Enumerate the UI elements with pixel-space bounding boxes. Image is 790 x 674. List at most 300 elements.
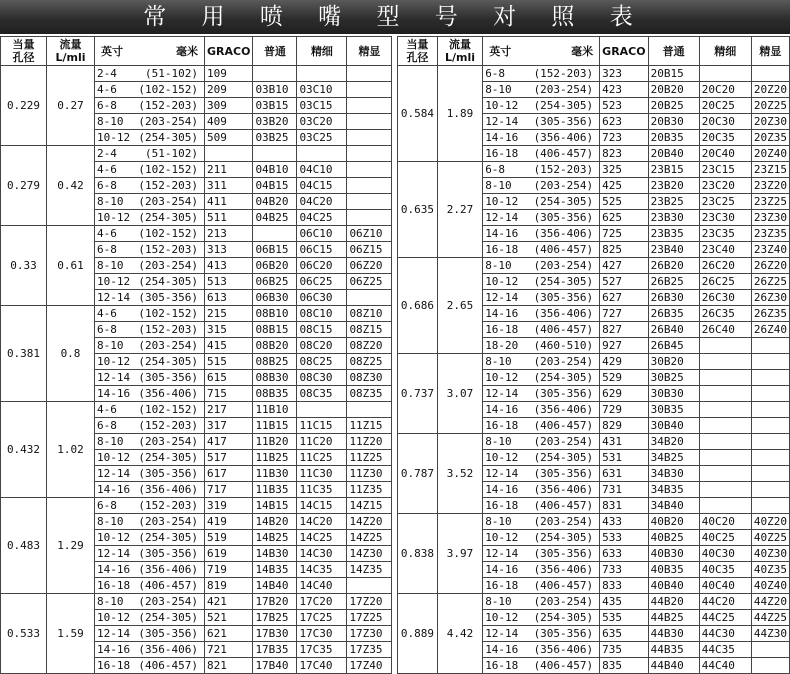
mm-range: (51-102): [145, 66, 198, 80]
inch-range: 8-10: [97, 514, 124, 528]
mm-range: (305-356): [533, 466, 594, 480]
size-cell: [95, 402, 205, 418]
mm-range: (102-152): [138, 226, 198, 240]
graco-cell: 213: [205, 226, 253, 242]
precise-cell: 06Z15: [347, 242, 392, 258]
graco-cell: 317: [205, 418, 253, 434]
table-row: [398, 258, 790, 274]
size-cell: [483, 82, 600, 98]
fine-cell: 20C40: [699, 146, 751, 162]
mm-range: (305-356): [533, 546, 594, 560]
orifice-cell: 0.838: [398, 514, 438, 594]
inch-range: 10-12: [485, 530, 519, 544]
precise-cell: 23Z35: [751, 226, 789, 242]
normal-cell: 14B15: [253, 498, 297, 514]
inch-range: 10-12: [485, 98, 519, 112]
graco-cell: 823: [600, 146, 648, 162]
mm-range: (152-203): [138, 178, 198, 192]
size-cell: [483, 578, 600, 594]
graco-cell: 927: [600, 338, 648, 354]
size-cell: [483, 66, 600, 82]
normal-cell: 17B40: [253, 658, 297, 674]
mm-range: (254-305): [138, 354, 198, 368]
graco-cell: 835: [600, 658, 648, 674]
inch-range: 10-12: [485, 194, 519, 208]
inch-range: 2-4: [97, 66, 117, 80]
graco-cell: 521: [205, 610, 253, 626]
size-cell: [483, 130, 600, 146]
precise-cell: 40Z40: [751, 578, 789, 594]
header-size: [95, 37, 205, 66]
graco-cell: 529: [600, 370, 648, 386]
mm-range: (406-457): [533, 658, 594, 672]
fine-cell: [699, 338, 751, 354]
fine-cell: 08C30: [297, 370, 347, 386]
size-cell: [95, 98, 205, 114]
graco-cell: 721: [205, 642, 253, 658]
header-normal: 普通: [253, 37, 297, 66]
fine-cell: [699, 66, 751, 82]
mm-range: (152-203): [533, 66, 594, 80]
inch-range: 12-14: [485, 210, 519, 224]
fine-cell: [699, 450, 751, 466]
precise-cell: 23Z25: [751, 194, 789, 210]
mm-range: (254-305): [533, 194, 594, 208]
fine-cell: 40C20: [699, 514, 751, 530]
mm-range: (305-356): [533, 210, 594, 224]
mm-range: (152-203): [138, 98, 198, 112]
fine-cell: 08C15: [297, 322, 347, 338]
fine-cell: 11C30: [297, 466, 347, 482]
fine-cell: 17C20: [297, 594, 347, 610]
inch-range: 6-8: [485, 66, 506, 80]
inch-range: 4-6: [97, 162, 117, 176]
mm-range: (152-203): [138, 418, 198, 432]
inch-range: 8-10: [485, 82, 512, 96]
size-cell: [95, 290, 205, 306]
inch-range: 14-16: [485, 562, 519, 576]
table-row: [1, 594, 392, 610]
size-cell: [95, 514, 205, 530]
header-flow: 流量 L/mli: [47, 37, 95, 66]
graco-cell: 629: [600, 386, 648, 402]
size-cell: [95, 210, 205, 226]
header-orifice: 当量 孔径: [398, 37, 438, 66]
normal-cell: 08B30: [253, 370, 297, 386]
fine-cell: 08C25: [297, 354, 347, 370]
size-cell: [95, 578, 205, 594]
inch-range: 14-16: [97, 642, 131, 656]
precise-cell: 44Z20: [751, 594, 789, 610]
fine-cell: 04C15: [297, 178, 347, 194]
fine-cell: 20C30: [699, 114, 751, 130]
graco-cell: 217: [205, 402, 253, 418]
fine-cell: [699, 434, 751, 450]
inch-range: 10-12: [485, 370, 519, 384]
inch-range: 10-12: [97, 530, 131, 544]
inch-range: 14-16: [97, 562, 131, 576]
fine-cell: 06C25: [297, 274, 347, 290]
precise-cell: 20Z35: [751, 130, 789, 146]
graco-cell: 831: [600, 498, 648, 514]
size-cell: [483, 450, 600, 466]
size-cell: [483, 594, 600, 610]
graco-cell: 409: [205, 114, 253, 130]
flow-cell: 3.52: [437, 434, 482, 514]
table-row: [1, 146, 392, 162]
inch-range: 14-16: [485, 226, 519, 240]
fine-cell: 11C25: [297, 450, 347, 466]
mm-range: (254-305): [533, 530, 594, 544]
table-row: [398, 514, 790, 530]
orifice-cell: 0.229: [1, 66, 47, 146]
mm-range: (356-406): [533, 562, 594, 576]
mm-range: (254-305): [533, 610, 594, 624]
graco-cell: 625: [600, 210, 648, 226]
graco-cell: 411: [205, 194, 253, 210]
inch-range: 4-6: [97, 82, 117, 96]
mm-range: (203-254): [533, 354, 594, 368]
header-orifice: 当量 孔径: [1, 37, 47, 66]
graco-cell: 425: [600, 178, 648, 194]
mm-range: (102-152): [138, 402, 198, 416]
inch-range: 10-12: [485, 274, 519, 288]
fine-cell: [699, 386, 751, 402]
normal-cell: 06B30: [253, 290, 297, 306]
flow-cell: 1.89: [437, 66, 482, 162]
fine-cell: 23C25: [699, 194, 751, 210]
graco-cell: 433: [600, 514, 648, 530]
fine-cell: 11C15: [297, 418, 347, 434]
mm-range: (305-356): [138, 466, 198, 480]
fine-cell: 23C30: [699, 210, 751, 226]
normal-cell: 44B20: [648, 594, 699, 610]
mm-range: (203-254): [533, 514, 594, 528]
precise-cell: [751, 482, 789, 498]
precise-cell: 23Z40: [751, 242, 789, 258]
mm-range: (254-305): [138, 610, 198, 624]
graco-cell: 729: [600, 402, 648, 418]
fine-cell: 17C40: [297, 658, 347, 674]
precise-cell: [347, 178, 392, 194]
table-row: [398, 354, 790, 370]
inch-range: 14-16: [485, 482, 519, 496]
fine-cell: 17C35: [297, 642, 347, 658]
size-cell: [95, 546, 205, 562]
size-cell: [483, 322, 600, 338]
table-row: [1, 66, 392, 82]
size-cell: [95, 370, 205, 386]
normal-cell: 34B30: [648, 466, 699, 482]
size-cell: [483, 530, 600, 546]
mm-range: (203-254): [138, 194, 198, 208]
normal-cell: 34B35: [648, 482, 699, 498]
size-cell: [95, 242, 205, 258]
normal-cell: 40B30: [648, 546, 699, 562]
normal-cell: 06B15: [253, 242, 297, 258]
inch-range: 8-10: [97, 114, 124, 128]
inch-range: 8-10: [485, 178, 512, 192]
size-cell: [95, 466, 205, 482]
mm-range: (356-406): [533, 642, 594, 656]
orifice-cell: 0.432: [1, 402, 47, 498]
mm-range: (102-152): [138, 306, 198, 320]
inch-range: 6-8: [97, 242, 117, 256]
normal-cell: [253, 66, 297, 82]
precise-cell: 23Z30: [751, 210, 789, 226]
inch-range: 14-16: [485, 130, 519, 144]
precise-cell: [751, 402, 789, 418]
normal-cell: 17B25: [253, 610, 297, 626]
size-cell: [483, 386, 600, 402]
mm-range: (203-254): [533, 82, 594, 96]
mm-range: (254-305): [533, 450, 594, 464]
fine-cell: 20C35: [699, 130, 751, 146]
inch-range: 6-8: [97, 322, 117, 336]
header-flow: 流量 L/mli: [437, 37, 482, 66]
graco-cell: 517: [205, 450, 253, 466]
fine-cell: 08C10: [297, 306, 347, 322]
left-nozzle-table: [0, 36, 392, 674]
mm-range: (406-457): [533, 242, 594, 256]
normal-cell: 08B10: [253, 306, 297, 322]
size-cell: [483, 194, 600, 210]
size-cell: [483, 338, 600, 354]
normal-cell: 04B20: [253, 194, 297, 210]
inch-range: 6-8: [97, 498, 117, 512]
size-cell: [483, 242, 600, 258]
precise-cell: 40Z20: [751, 514, 789, 530]
fine-cell: 14C30: [297, 546, 347, 562]
fine-cell: 04C25: [297, 210, 347, 226]
right-nozzle-table: [397, 36, 790, 674]
normal-cell: 44B30: [648, 626, 699, 642]
fine-cell: [699, 482, 751, 498]
inch-range: 16-18: [485, 242, 519, 256]
graco-cell: 623: [600, 114, 648, 130]
header-inch: 英寸: [489, 44, 512, 58]
precise-cell: [347, 194, 392, 210]
precise-cell: 08Z10: [347, 306, 392, 322]
precise-cell: [347, 146, 392, 162]
fine-cell: 40C40: [699, 578, 751, 594]
inch-range: 4-6: [97, 226, 117, 240]
mm-range: (254-305): [138, 450, 198, 464]
precise-cell: [751, 370, 789, 386]
graco-cell: 627: [600, 290, 648, 306]
size-cell: [483, 258, 600, 274]
size-cell: [95, 450, 205, 466]
fine-cell: 26C40: [699, 322, 751, 338]
normal-cell: 14B40: [253, 578, 297, 594]
inch-range: 8-10: [485, 354, 512, 368]
size-cell: [95, 274, 205, 290]
normal-cell: 11B10: [253, 402, 297, 418]
mm-range: (102-152): [138, 162, 198, 176]
inch-range: 6-8: [97, 418, 117, 432]
fine-cell: 11C35: [297, 482, 347, 498]
size-cell: [95, 642, 205, 658]
table-row: [1, 306, 392, 322]
precise-cell: [347, 402, 392, 418]
normal-cell: 17B20: [253, 594, 297, 610]
size-cell: [95, 610, 205, 626]
inch-range: 8-10: [97, 258, 124, 272]
mm-range: (356-406): [533, 402, 594, 416]
size-cell: [95, 306, 205, 322]
size-cell: [483, 466, 600, 482]
header-inch: 英寸: [101, 44, 123, 58]
precise-cell: 20Z25: [751, 98, 789, 114]
mm-range: (356-406): [533, 482, 594, 496]
graco-cell: 435: [600, 594, 648, 610]
mm-range: (460-510): [533, 338, 594, 352]
graco-cell: 313: [205, 242, 253, 258]
precise-cell: 26Z20: [751, 258, 789, 274]
inch-range: 10-12: [97, 274, 131, 288]
mm-range: (356-406): [533, 226, 594, 240]
precise-cell: 23Z15: [751, 162, 789, 178]
graco-cell: 821: [205, 658, 253, 674]
graco-cell: 211: [205, 162, 253, 178]
fine-cell: 40C30: [699, 546, 751, 562]
normal-cell: 11B15: [253, 418, 297, 434]
precise-cell: [751, 450, 789, 466]
size-cell: [95, 162, 205, 178]
graco-cell: 731: [600, 482, 648, 498]
orifice-cell: 0.483: [1, 498, 47, 594]
normal-cell: 08B20: [253, 338, 297, 354]
fine-cell: 08C20: [297, 338, 347, 354]
normal-cell: 30B25: [648, 370, 699, 386]
precise-cell: 06Z25: [347, 274, 392, 290]
graco-cell: 429: [600, 354, 648, 370]
inch-range: 16-18: [97, 658, 131, 672]
size-cell: [483, 562, 600, 578]
inch-range: 14-16: [485, 642, 519, 656]
normal-cell: 06B25: [253, 274, 297, 290]
normal-cell: 06B20: [253, 258, 297, 274]
inch-range: 8-10: [485, 514, 512, 528]
mm-range: (356-406): [138, 386, 198, 400]
flow-cell: 4.42: [437, 594, 482, 674]
precise-cell: 44Z30: [751, 626, 789, 642]
inch-range: 16-18: [485, 322, 519, 336]
flow-cell: 1.29: [47, 498, 95, 594]
fine-cell: 14C20: [297, 514, 347, 530]
mm-range: (305-356): [533, 626, 594, 640]
graco-cell: 515: [205, 354, 253, 370]
graco-cell: 617: [205, 466, 253, 482]
inch-range: 12-14: [485, 290, 519, 304]
fine-cell: 23C15: [699, 162, 751, 178]
normal-cell: 40B40: [648, 578, 699, 594]
mm-range: (254-305): [533, 370, 594, 384]
inch-range: 12-14: [97, 626, 131, 640]
header-row: [398, 37, 790, 66]
inch-range: 14-16: [485, 402, 519, 416]
size-cell: [483, 434, 600, 450]
orifice-cell: 0.686: [398, 258, 438, 354]
mm-range: (305-356): [138, 290, 198, 304]
normal-cell: 23B30: [648, 210, 699, 226]
size-cell: [95, 338, 205, 354]
mm-range: (254-305): [138, 530, 198, 544]
size-cell: [483, 482, 600, 498]
normal-cell: 20B30: [648, 114, 699, 130]
inch-range: 8-10: [485, 434, 512, 448]
mm-range: (51-102): [145, 146, 198, 160]
header-graco: GRACO: [205, 37, 253, 66]
fine-cell: 44C30: [699, 626, 751, 642]
precise-cell: 11Z35: [347, 482, 392, 498]
fine-cell: 14C25: [297, 530, 347, 546]
inch-range: 18-20: [485, 338, 519, 352]
size-cell: [483, 98, 600, 114]
normal-cell: 20B20: [648, 82, 699, 98]
inch-range: 8-10: [97, 194, 124, 208]
normal-cell: 44B25: [648, 610, 699, 626]
fine-cell: 14C40: [297, 578, 347, 594]
inch-range: 12-14: [485, 114, 519, 128]
fine-cell: [297, 146, 347, 162]
fine-cell: [297, 66, 347, 82]
precise-cell: [751, 434, 789, 450]
normal-cell: 03B20: [253, 114, 297, 130]
fine-cell: 26C20: [699, 258, 751, 274]
mm-range: (406-457): [138, 578, 198, 592]
graco-cell: 723: [600, 130, 648, 146]
normal-cell: 34B20: [648, 434, 699, 450]
graco-cell: 633: [600, 546, 648, 562]
precise-cell: 14Z35: [347, 562, 392, 578]
inch-range: 16-18: [485, 658, 519, 672]
normal-cell: 11B30: [253, 466, 297, 482]
normal-cell: 04B10: [253, 162, 297, 178]
normal-cell: 40B20: [648, 514, 699, 530]
precise-cell: 17Z35: [347, 642, 392, 658]
inch-range: 16-18: [485, 418, 519, 432]
inch-range: 4-6: [97, 306, 117, 320]
mm-range: (254-305): [138, 130, 198, 144]
size-cell: [95, 114, 205, 130]
mm-range: (203-254): [138, 114, 198, 128]
precise-cell: 26Z35: [751, 306, 789, 322]
normal-cell: 26B30: [648, 290, 699, 306]
precise-cell: 08Z30: [347, 370, 392, 386]
precise-cell: [347, 82, 392, 98]
normal-cell: 34B25: [648, 450, 699, 466]
size-cell: [95, 626, 205, 642]
fine-cell: 03C20: [297, 114, 347, 130]
normal-cell: 44B35: [648, 642, 699, 658]
normal-cell: 26B35: [648, 306, 699, 322]
fine-cell: [699, 354, 751, 370]
fine-cell: 03C10: [297, 82, 347, 98]
normal-cell: 23B25: [648, 194, 699, 210]
fine-cell: 40C35: [699, 562, 751, 578]
normal-cell: 03B25: [253, 130, 297, 146]
inch-range: 14-16: [97, 482, 131, 496]
flow-cell: 0.61: [47, 226, 95, 306]
precise-cell: 08Z20: [347, 338, 392, 354]
size-cell: [95, 258, 205, 274]
normal-cell: 17B30: [253, 626, 297, 642]
size-cell: [483, 626, 600, 642]
graco-cell: 819: [205, 578, 253, 594]
graco-cell: 525: [600, 194, 648, 210]
size-cell: [95, 482, 205, 498]
